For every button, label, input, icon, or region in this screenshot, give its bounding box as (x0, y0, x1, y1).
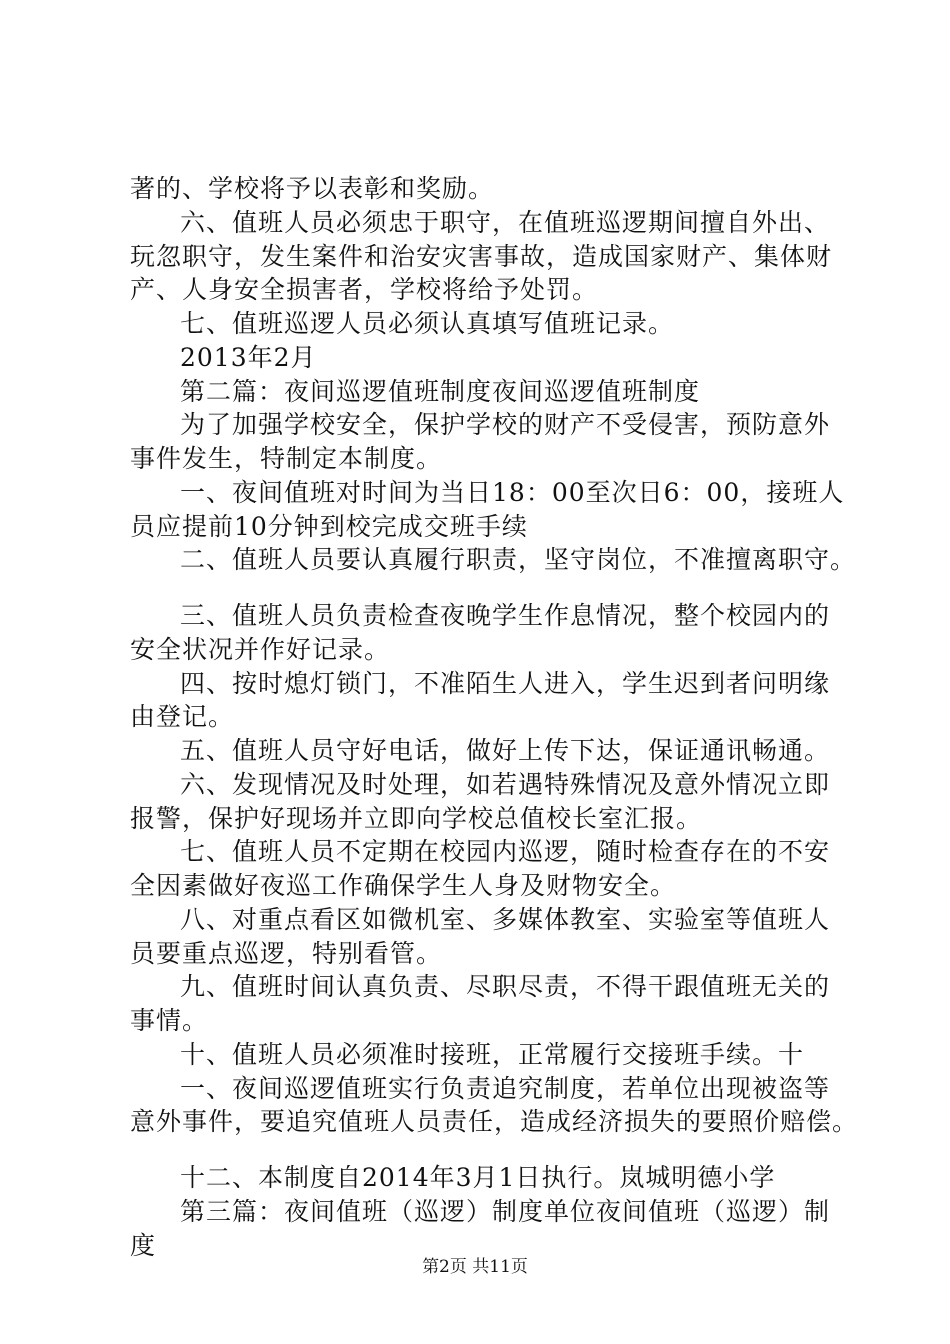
paragraph-line: 九、值班时间认真负责、尽职尽责，不得干跟值班无关的 (180, 972, 831, 1001)
paragraph-line: 由登记。 (130, 702, 235, 731)
paragraph-line: 四、按时熄灯锁门，不准陌生人进入，学生迟到者问明缘 (180, 669, 831, 698)
paragraph-line: 玩忽职守，发生案件和治安灾害事故，造成国家财产、集体财 (130, 242, 833, 271)
paragraph-line: 十二、本制度自2014年3月1日执行。岚城明德小学 (180, 1163, 776, 1192)
paragraph-line: 一、夜间巡逻值班实行负责追究制度，若单位出现被盗等 (180, 1074, 831, 1103)
page-number-footer: 第2页 共11页 (422, 1257, 528, 1277)
section-heading: 第三篇：夜间值班（巡逻）制度单位夜间值班（巡逻）制 (180, 1197, 831, 1226)
paragraph-line: 七、值班巡逻人员必须认真填写值班记录。 (180, 309, 675, 338)
paragraph-line: 员应提前10分钟到校完成交班手续 (130, 512, 528, 541)
section-heading: 第二篇：夜间巡逻值班制度夜间巡逻值班制度 (180, 377, 701, 406)
paragraph-line: 安全状况并作好记录。 (130, 635, 391, 664)
paragraph-line: 三、值班人员负责检查夜晚学生作息情况，整个校园内的 (180, 601, 831, 630)
paragraph-line: 著的、学校将予以表彰和奖励。 (130, 174, 495, 203)
paragraph-line: 一、夜间值班对时间为当日18：00至次日6：00，接班人 (180, 478, 845, 507)
paragraph-line: 为了加强学校安全，保护学校的财产不受侵害，预防意外 (180, 410, 831, 439)
paragraph-line: 二、值班人员要认真履行职责，坚守岗位，不准擅离职守。 (180, 545, 857, 574)
paragraph-line: 五、值班人员守好电话，做好上传下达，保证通讯畅通。 (180, 736, 831, 765)
paragraph-line: 事件发生，特制定本制度。 (130, 444, 443, 473)
paragraph-line: 事情。 (130, 1006, 209, 1035)
date-line: 2013年2月 (180, 343, 317, 372)
paragraph-line: 十、值班人员必须准时接班，正常履行交接班手续。十 (180, 1040, 805, 1069)
paragraph-line: 度 (130, 1231, 157, 1260)
paragraph-line: 六、值班人员必须忠于职守，在值班巡逻期间擅自外出、 (180, 208, 831, 237)
paragraph-line: 产、人身安全损害者，学校将给予处罚。 (130, 275, 599, 304)
paragraph-line: 员要重点巡逻，特别看管。 (130, 939, 443, 968)
paragraph-line: 全因素做好夜巡工作确保学生人身及财物安全。 (130, 871, 677, 900)
paragraph-line: 意外事件，要追究值班人员责任，造成经济损失的要照价赔偿。 (130, 1107, 859, 1136)
paragraph-line: 六、发现情况及时处理，如若遇特殊情况及意外情况立即 (180, 770, 831, 799)
paragraph-line: 七、值班人员不定期在校园内巡逻，随时检查存在的不安 (180, 837, 831, 866)
paragraph-line: 八、对重点看区如微机室、多媒体教室、实验室等值班人 (180, 905, 831, 934)
paragraph-line: 报警，保护好现场并立即向学校总值校长室汇报。 (130, 804, 703, 833)
